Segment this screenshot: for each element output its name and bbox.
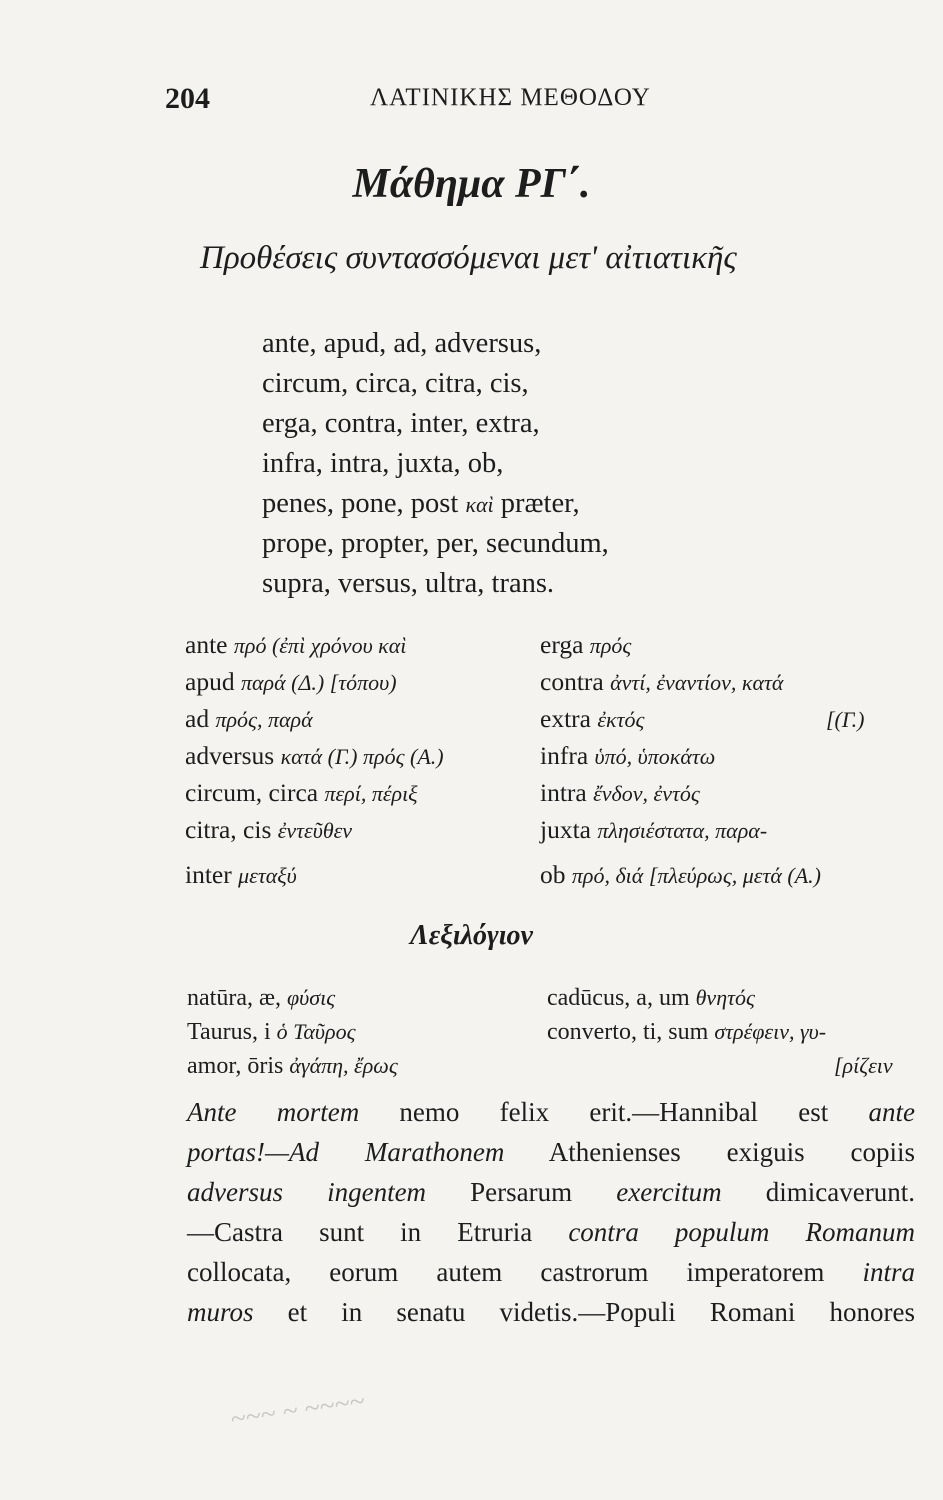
greek-gloss: [ρίζειν [834, 1053, 893, 1078]
greek-gloss: παρά (Δ.) [τόπου) [240, 670, 397, 695]
glossary-entry [185, 630, 406, 660]
greek-gloss: ἀντί, ἐναντίον, κατά [610, 670, 784, 695]
greek-gloss: πρό (ἐπὶ χρόνου καὶ [233, 633, 407, 658]
lesson-title: Μάθημα ΡΓ΄. [352, 161, 591, 207]
italic-phrase: portas!—Ad Marathonem [187, 1137, 505, 1167]
italic-phrase: Ante mortem [187, 1097, 360, 1127]
verse-greek-conjunction: καὶ [465, 492, 494, 517]
text-segment: collocata, eorum autem castrorum imperatorem [187, 1257, 863, 1287]
verse-line: circum, circa, citra, cis, [262, 368, 529, 399]
vocab-entry [547, 1019, 826, 1046]
greek-gloss: ἀγάπη, ἔρως [289, 1053, 398, 1078]
lexicon-title: Λεξιλόγιον [410, 920, 533, 951]
latin-term: erga [540, 630, 584, 659]
glossary-case-note [826, 704, 864, 734]
latin-term: adversus [185, 741, 275, 770]
verse-line [262, 488, 580, 520]
vocab-entry [187, 1053, 398, 1080]
greek-gloss: ὑπό, ὑποκάτω [594, 744, 716, 769]
text-segment: —Castra sunt in Etruria [187, 1217, 569, 1247]
glossary-entry [185, 815, 352, 845]
glossary-entry [540, 630, 631, 660]
greek-gloss: ὁ Ταῦρος [276, 1019, 356, 1044]
text-segment: nemo felix erit.—Hannibal est [359, 1097, 869, 1127]
subtitle: Προθέσεις συντασσόμεναι μετ' αἰτιατικῆς [200, 240, 737, 276]
greek-gloss: κατά (Γ.) πρός (Α.) [280, 744, 444, 769]
greek-gloss: μεταξύ [238, 863, 297, 888]
verse-text: penes, pone, post [262, 488, 459, 519]
vocab-entry [834, 1053, 893, 1080]
pencil-marginalia: ~~~ ~ ~~~~ [228, 1385, 367, 1436]
glossary-entry [540, 778, 700, 808]
paragraph-line [187, 1297, 915, 1328]
italic-phrase: contra populum Romanum [568, 1217, 915, 1247]
text-segment: Persarum [426, 1177, 617, 1207]
paragraph-line [187, 1177, 915, 1208]
latin-term: infra [540, 741, 589, 770]
latin-term: inter [185, 860, 232, 889]
italic-phrase: ante [868, 1097, 916, 1127]
paragraph-line [187, 1257, 915, 1288]
latin-term: citra, cis [185, 815, 272, 844]
text-segment: et in senatu videtis.—Populi Romani honores [253, 1297, 915, 1327]
glossary-entry [185, 778, 418, 808]
greek-gloss: πρό, διά [πλεύρως, μετά (Α.) [571, 863, 821, 888]
verse-line: ante, apud, ad, adversus, [262, 328, 542, 359]
glossary-entry [540, 741, 715, 771]
greek-gloss: φύσις [286, 985, 336, 1010]
verse-line: infra, intra, juxta, ob, [262, 448, 504, 479]
italic-phrase: adversus ingentem [187, 1177, 427, 1207]
greek-gloss: [(Γ.) [826, 707, 865, 732]
greek-gloss: θνητός [695, 985, 755, 1010]
glossary-entry [540, 860, 821, 890]
glossary-entry [185, 860, 297, 890]
greek-gloss: περί, πέριξ [324, 781, 418, 806]
verse-line: erga, contra, inter, extra, [262, 408, 540, 439]
verse-text: præter, [500, 488, 580, 519]
glossary-entry [185, 741, 444, 771]
running-title: ΛΑΤΙΝΙΚΗΣ ΜΕΘΟΔΟΥ [370, 84, 651, 111]
greek-gloss: ἔνδον, ἐντός [593, 781, 700, 806]
latin-term: intra [540, 778, 587, 807]
text-segment: dimicaverunt. [721, 1177, 915, 1207]
latin-term: ad [185, 704, 210, 733]
vocab-entry [187, 985, 335, 1012]
greek-gloss: πρός [589, 633, 632, 658]
greek-gloss: ἐντεῦθεν [277, 818, 353, 843]
vocab-entry [187, 1019, 356, 1046]
latin-term: juxta [540, 815, 591, 844]
italic-phrase: muros [187, 1297, 254, 1327]
latin-term: amor, ōris [187, 1053, 284, 1079]
greek-gloss: ἐκτός [597, 707, 645, 732]
glossary-entry [185, 704, 313, 734]
page-number: 204 [165, 82, 210, 115]
latin-term: apud [185, 667, 235, 696]
paragraph-line [187, 1097, 915, 1128]
latin-term: Taurus, i [187, 1019, 271, 1045]
latin-term: contra [540, 667, 604, 696]
latin-term: ob [540, 860, 566, 889]
latin-term: circum, circa [185, 778, 319, 807]
greek-gloss: πρός, παρά [215, 707, 313, 732]
latin-term: natūra, æ, [187, 985, 281, 1011]
paragraph-line [187, 1217, 915, 1248]
greek-gloss: πλησιέστατα, παρα- [597, 818, 768, 843]
verse-line: prope, propter, per, secundum, [262, 528, 609, 559]
latin-term: extra [540, 704, 591, 733]
latin-term: cadūcus, a, um [547, 985, 690, 1011]
italic-phrase: intra [862, 1257, 915, 1287]
glossary-entry [540, 815, 767, 845]
text-segment: Athenienses exiguis copiis [504, 1137, 915, 1167]
verse-line: supra, versus, ultra, trans. [262, 568, 555, 599]
glossary-entry [185, 667, 397, 697]
latin-term: converto, ti, sum [547, 1019, 709, 1045]
greek-gloss: στρέφειν, γυ- [714, 1019, 827, 1044]
glossary-entry [540, 704, 644, 734]
latin-term: ante [185, 630, 228, 659]
vocab-entry [547, 985, 755, 1012]
italic-phrase: exercitum [616, 1177, 722, 1207]
paragraph-line [187, 1137, 915, 1168]
glossary-entry [540, 667, 783, 697]
